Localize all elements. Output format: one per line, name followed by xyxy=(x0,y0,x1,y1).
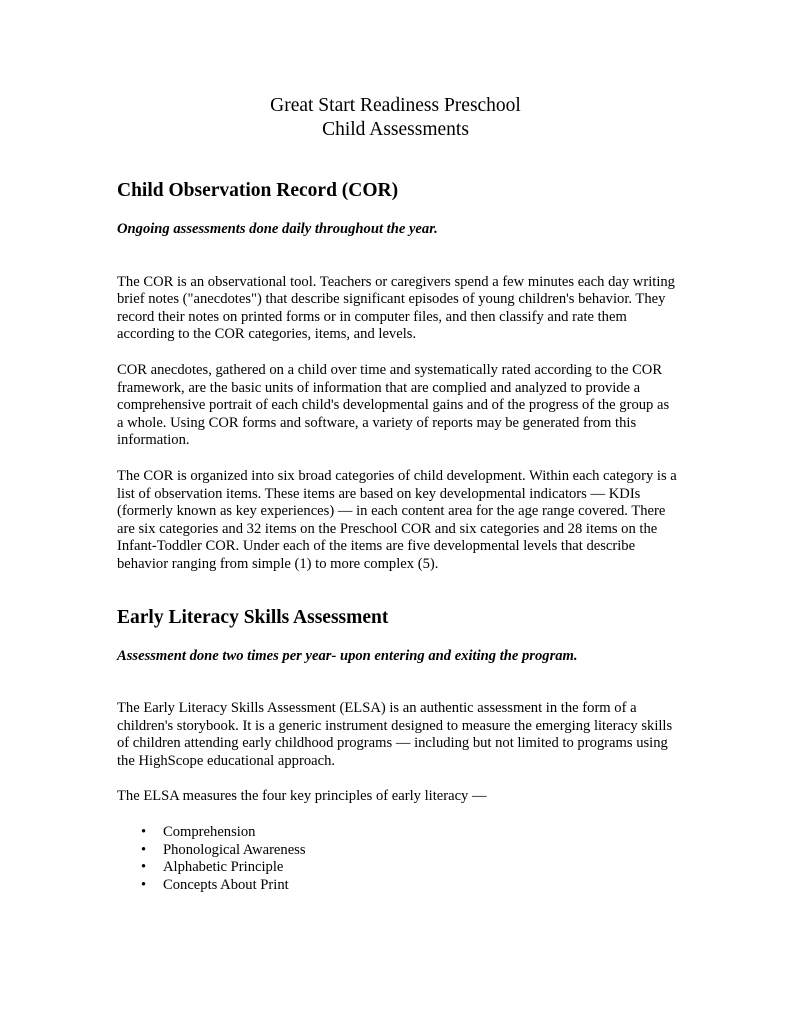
literacy-principles-list xyxy=(117,824,677,894)
cor-heading: Child Observation Record (COR) xyxy=(117,180,399,201)
list-item: • Phonological Awareness xyxy=(117,842,677,860)
elsa-section xyxy=(117,607,677,895)
elsa-paragraph-1: The Early Literacy Skills Assessment (ELSA) is an authentic assessment in the form of a children's storybook. It is a generic instrument designed to measure the emerging literacy skills of children attending early childhood programs — including but not limited to programs using the HighScope educational approach. xyxy=(117,700,673,769)
title-line-1: Great Start Readiness Preschool xyxy=(270,95,521,116)
title-line-2: Child Assessments xyxy=(322,118,469,140)
list-item: • Comprehension xyxy=(117,824,677,842)
cor-section xyxy=(117,180,677,574)
cor-subheading: Ongoing assessments done daily throughout the year. xyxy=(117,221,438,237)
list-item: • Concepts About Print xyxy=(117,877,677,895)
cor-paragraph-2: COR anecdotes, gathered on a child over time and systematically rated according to the COR framework, are the basic units of information that are complied and analyzed to provide a comprehensive portrait of each child's developmental gains and of the progress of the group as a whole. Using COR forms and software, a variety of reports may be generated from this information. xyxy=(117,361,670,449)
cor-paragraph-1: The COR is an observational tool. Teachers or caregivers spend a few minutes each day writing brief notes ("anecdotes") that describe significant episodes of young children's behavior. They record their notes on printed forms or in computer files, and then classify and rate them according to the COR categories, items, and levels. xyxy=(117,273,675,343)
document-body xyxy=(117,180,677,894)
elsa-heading: Early Literacy Skills Assessment xyxy=(117,606,389,628)
cor-paragraph-3: The COR is organized into six broad categories of child development. Within each category is a list of observation items. These items are based on key developmental indicators — KDIs (formerly known as key experiences) — in each content area for the age range covered. There are six categories and 32 items on the Preschool COR and six categories and 28 items on the Infant-Toddler COR. Under each of the items are five developmental levels that describe behavior ranging from simple (1) to more complex (5). xyxy=(117,467,677,572)
elsa-paragraph-2: The ELSA measures the four key principles of early literacy — xyxy=(117,788,487,805)
elsa-subheading: Assessment done two times per year- upon entering and exiting the program. xyxy=(117,647,578,664)
document-title xyxy=(0,94,791,141)
list-item: • Alphabetic Principle xyxy=(117,859,677,877)
